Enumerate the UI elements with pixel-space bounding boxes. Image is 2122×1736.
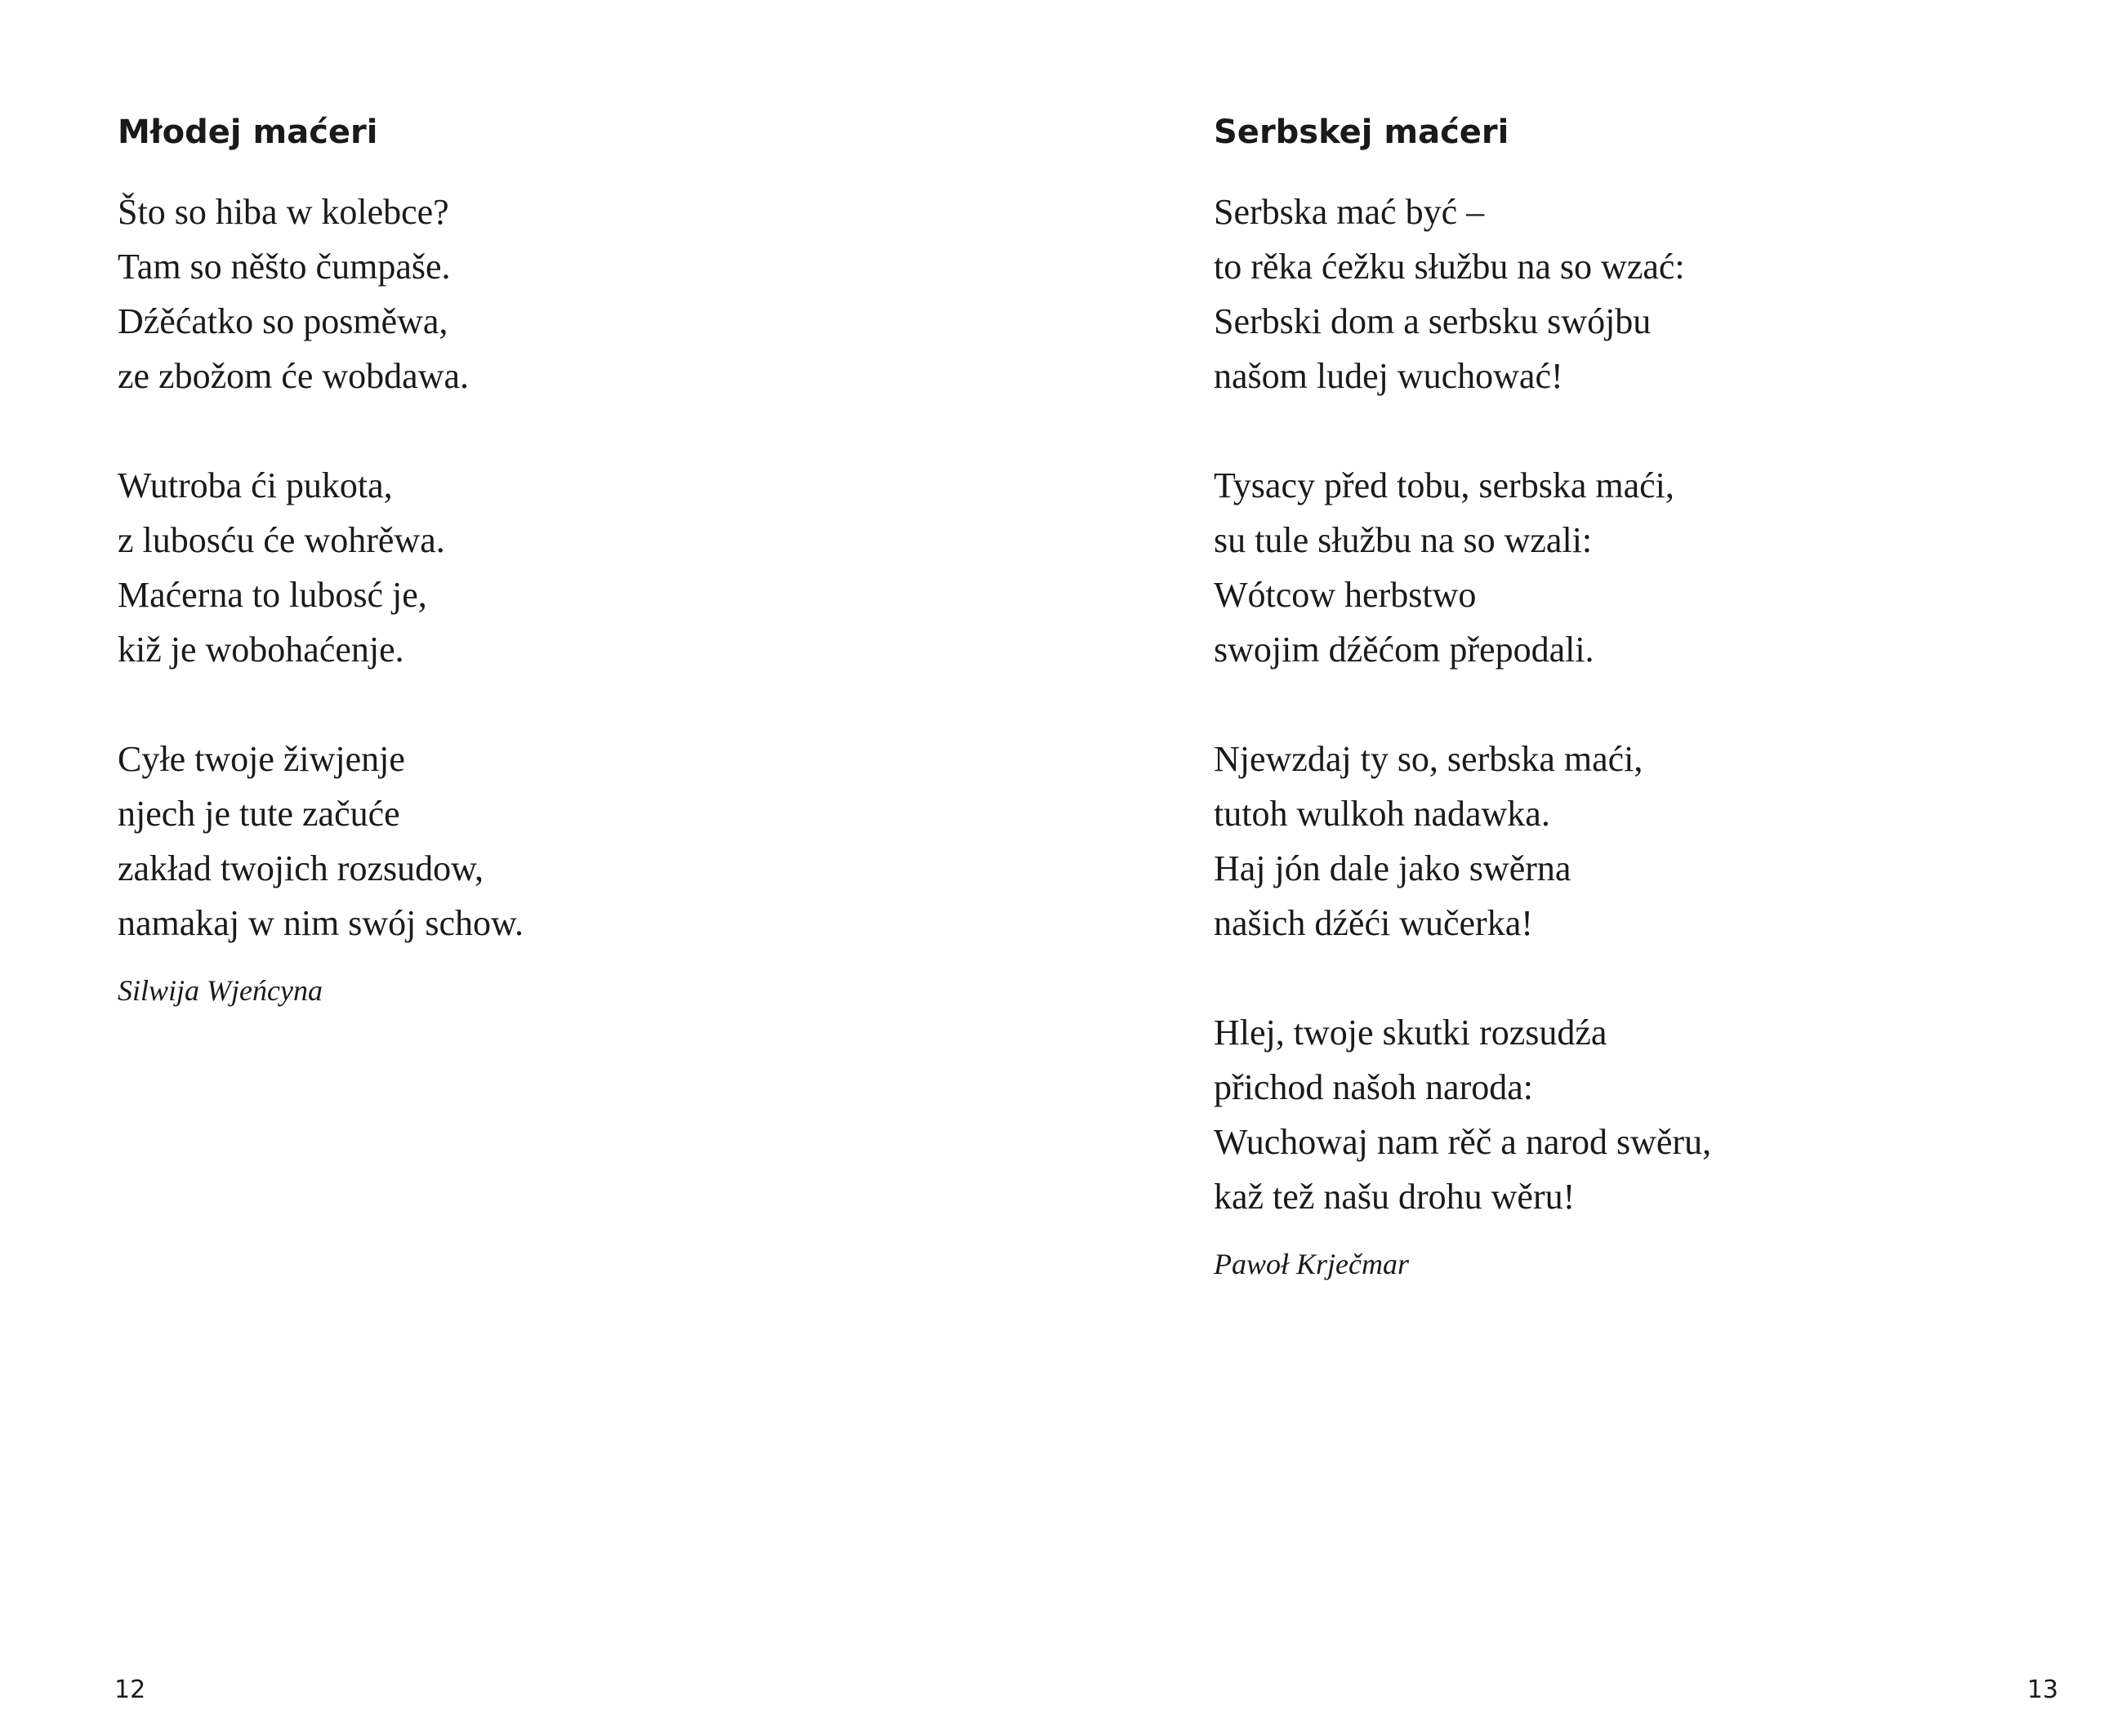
poem-author: Pawoł Krječmar [1214,1248,1409,1280]
verse-line: z lubosću će wohrěwa. [118,520,445,560]
verse-line: Wótcow herbstwo [1214,575,1477,615]
verse-line: Hlej, twoje skutki rozsudźa [1214,1013,1607,1053]
verse-line: namakaj w nim swój schow. [118,903,524,943]
stanza [1214,732,1711,950]
verse-line: zakład twojich rozsudow, [118,848,484,888]
verse-line: su tule słužbu na so wzali: [1214,520,1593,560]
stanza [118,458,524,677]
stanza [1214,458,1711,677]
stanza [118,185,524,403]
stanza [1214,185,1711,403]
verse-line: našom ludej wuchować! [1214,356,1563,396]
verse-line: ze zbožom će wobdawa. [118,356,470,396]
verse-line: Dźěćatko so posměwa, [118,301,448,341]
page-number: 12 [114,1676,146,1704]
verse-line: Tysacy před tobu, serbska maći, [1214,465,1674,505]
poem-title: Młodej maćeri [118,114,378,151]
page-number: 13 [2026,1676,2058,1704]
poem-author: Silwija Wjeńcyna [118,974,323,1007]
verse-line: to rěka ćežku słužbu na so wzać: [1214,247,1685,287]
verse-line: Tam so něšto čumpaše. [118,247,451,287]
poem-mlodej-maceri [118,108,524,1011]
verse-line: Wutroba ći pukota, [118,465,393,505]
verse-line: tutoh wulkoh nadawka. [1214,794,1550,834]
verse-line: kiž je wobohaćenje. [118,630,404,670]
verse-line: našich dźěći wučerka! [1214,903,1533,943]
verse-line: Njewzdaj ty so, serbska maći, [1214,739,1643,779]
verse-line: Wuchowaj nam rěč a narod swěru, [1214,1122,1712,1162]
verse-line: Haj jón dale jako swěrna [1214,848,1571,888]
verse-line: swojim dźěćom přepodali. [1214,630,1594,670]
verse-line: Serbska mać być – [1214,192,1485,232]
verse-line: Maćerna to lubosć je, [118,575,427,615]
verse-line: Cyłe twoje žiwjenje [118,739,405,779]
stanza [1214,1005,1711,1224]
stanza [118,732,524,950]
poem-serbskej-maceri [1214,108,1711,1284]
verse-line: přichod našoh naroda: [1214,1067,1533,1107]
verse-line: Što so hiba w kolebce? [118,192,449,232]
right-page [1061,0,2122,1736]
verse-line: Serbski dom a serbsku swójbu [1214,301,1652,341]
verse-line: njech je tute začuće [118,794,400,834]
poem-title: Serbskej maćeri [1214,114,1509,151]
verse-line: kaž tež našu drohu wěru! [1214,1177,1576,1217]
